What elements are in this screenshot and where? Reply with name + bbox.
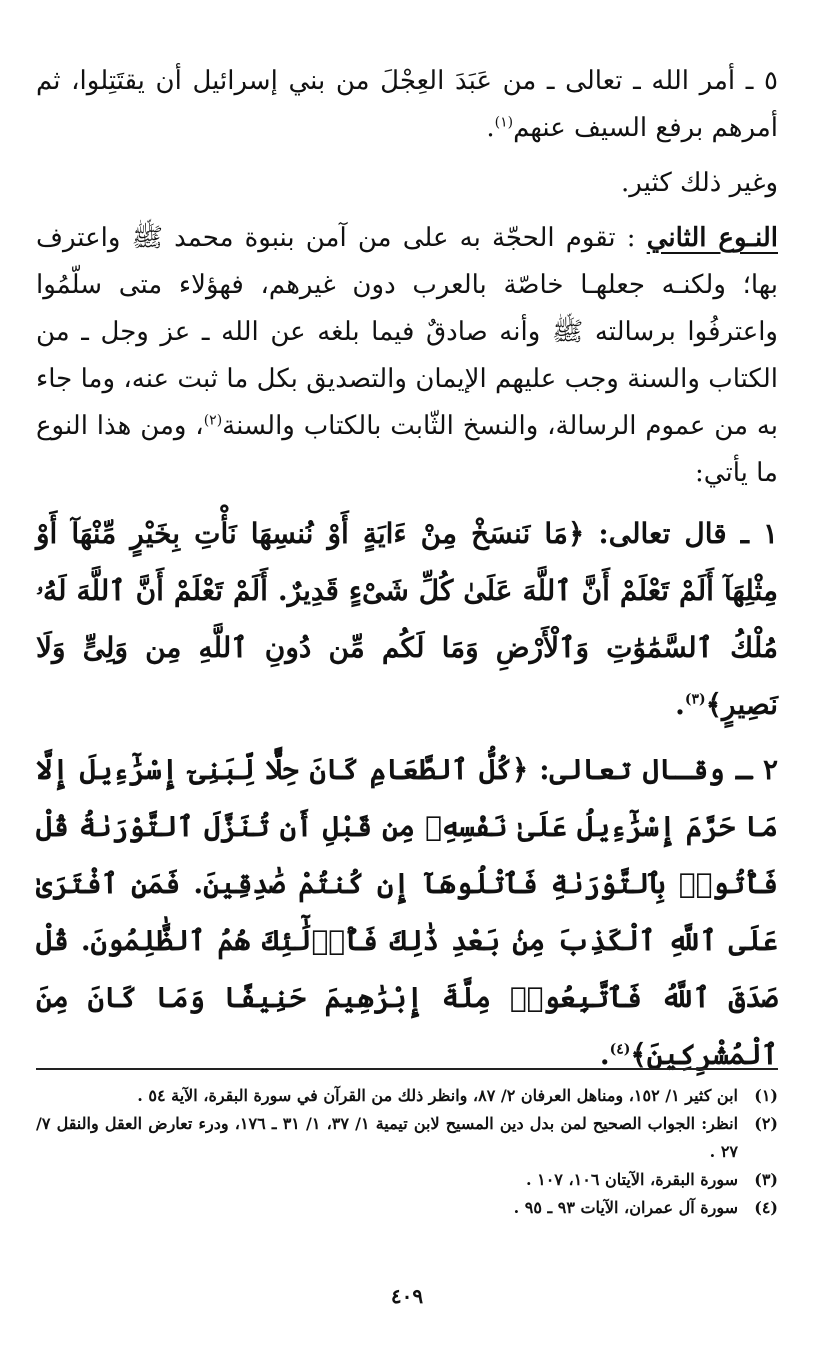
section-label: النـوع الثاني — [646, 223, 778, 253]
paragraph-end: . — [486, 113, 495, 143]
footnote-number: (١) — [754, 1086, 778, 1105]
paragraph-item-5 — [36, 58, 778, 152]
footnote-ref-4: (٤) — [609, 1041, 631, 1058]
paragraph-other — [36, 160, 778, 207]
footnote-ref-3: (٣) — [684, 691, 706, 708]
footnote-text: انظر: الجواب الصحيح لمن بدل دين المسيح لابن تيمية ١/ ٣٧، ١/ ٣١ ـ ١٧٦، ودرء تعارض العقل والنقل ٧/ ٢٧ . — [36, 1114, 739, 1161]
verse-item-2 — [36, 741, 778, 1083]
footnote-item — [36, 1082, 778, 1110]
verse-text: ﴿كُلُّ ٱلطَّعَامِ كَانَ حِلًّا لِّبَنِىٓ إِسْرَٰٓءِيلَ إِلَّا مَا حَرَّمَ إِسْرَٰٓءِيلُ عَلَىٰ نَفْسِهِۦ مِن قَبْلِ أَن تُنَزَّلَ ٱلتَّوْرَىٰةُ قُلْ فَأْتُوا۟ بِٱلتَّوْرَىٰةِ فَٱتْلُوهَآ إِن كُنتُمْ صَٰدِقِينَ. فَمَنِ ٱفْتَرَىٰ عَلَى ٱللَّهِ ٱلْكَذِبَ مِنۢ بَعْدِ ذَٰلِكَ فَأُو۟لَٰٓئِكَ هُمُ ٱلظَّٰلِمُونَ. قُلْ صَدَقَ ٱللَّهُ فَٱتَّبِعُوا۟ مِلَّةَ إِبْرَٰهِيمَ حَنِيفًا وَمَا كَانَ مِنَ ٱلْمُشْرِكِينَ﴾ — [36, 753, 778, 1071]
verse-end: . — [675, 688, 685, 721]
paragraph-text-cont: ، ومن هذا النوع ما يأتي: — [36, 411, 778, 488]
verse-text: ﴿مَا نَنسَخْ مِنْ ءَايَةٍ أَوْ نُنسِهَا نَأْتِ بِخَيْرٍ مِّنْهَآ أَوْ مِثْلِهَآ أَلَمْ تَعْلَمْ أَنَّ ٱللَّهَ عَلَىٰ كُلِّ شَىْءٍ قَدِيرٌ. أَلَمْ تَعْلَمْ أَنَّ ٱللَّهَ لَهُۥ مُلْكُ ٱلسَّمَٰوَٰتِ وَٱلْأَرْضِ وَمَا لَكُم مِّن دُونِ ٱللَّهِ مِن وَلِىٍّ وَلَا نَصِيرٍ﴾ — [36, 517, 778, 721]
footnote-ref-2: (٢) — [203, 412, 223, 429]
footnote-item — [36, 1110, 778, 1166]
paragraph-text: : تقوم الحجّة به على من آمن بنبوة محمد ﷺ واعترف بها؛ ولكنـه جعلهـا خاصّة بالعرب دون غيرهم، فهؤلاء متى سلّمُوا واعترفُوا برسالته ﷺ وأنه صادقٌ فيما بلغه عن الله ـ عز وجل ـ من الكتاب والسنة وجب عليهم الإيمان والتصديق بكل ما ثبت عنه، وما جاء به من عموم الرسالة، والنسخ الثّابت بالكتاب والسنة — [36, 223, 779, 441]
verse-intro: ١ ـ قال تعالى: — [584, 517, 778, 550]
paragraph-text: ٥ ـ أمر الله ـ تعالى ـ من عَبَدَ العِجْلَ من بني إسرائيل أن يقتَتِلوا، ثم أمرهم برفع السيف عنهم — [36, 66, 778, 143]
page-number: ٤٠٩ — [390, 1284, 424, 1308]
footnote-text: ابن كثير ١/ ١٥٢، ومناهل العرفان ٢/ ٨٧، وانظر ذلك من القرآن في سورة البقرة، الآية ٥٤ . — [137, 1086, 738, 1105]
verse-end: . — [599, 1038, 610, 1071]
footnote-item — [36, 1166, 778, 1194]
paragraph-text: وغير ذلك كثير. — [621, 168, 778, 198]
footnote-number: (٣) — [754, 1170, 778, 1189]
footnote-divider — [36, 1068, 778, 1070]
footnote-text: سورة آل عمران، الآيات ٩٣ ـ ٩٥ . — [513, 1198, 738, 1217]
verse-intro: ٢ ـ وقـال تعالى: — [528, 753, 778, 786]
footnote-item — [36, 1194, 778, 1222]
paragraph-second-type — [36, 215, 778, 497]
footnotes — [36, 1068, 778, 1222]
verse-item-1 — [36, 505, 778, 733]
footnote-number: (٤) — [754, 1198, 778, 1217]
footnote-number: (٢) — [754, 1114, 778, 1133]
footnote-ref-1: (١) — [494, 114, 514, 131]
footnote-text: سورة البقرة، الآيتان ١٠٦، ١٠٧ . — [525, 1170, 738, 1189]
page-body — [36, 58, 778, 1347]
